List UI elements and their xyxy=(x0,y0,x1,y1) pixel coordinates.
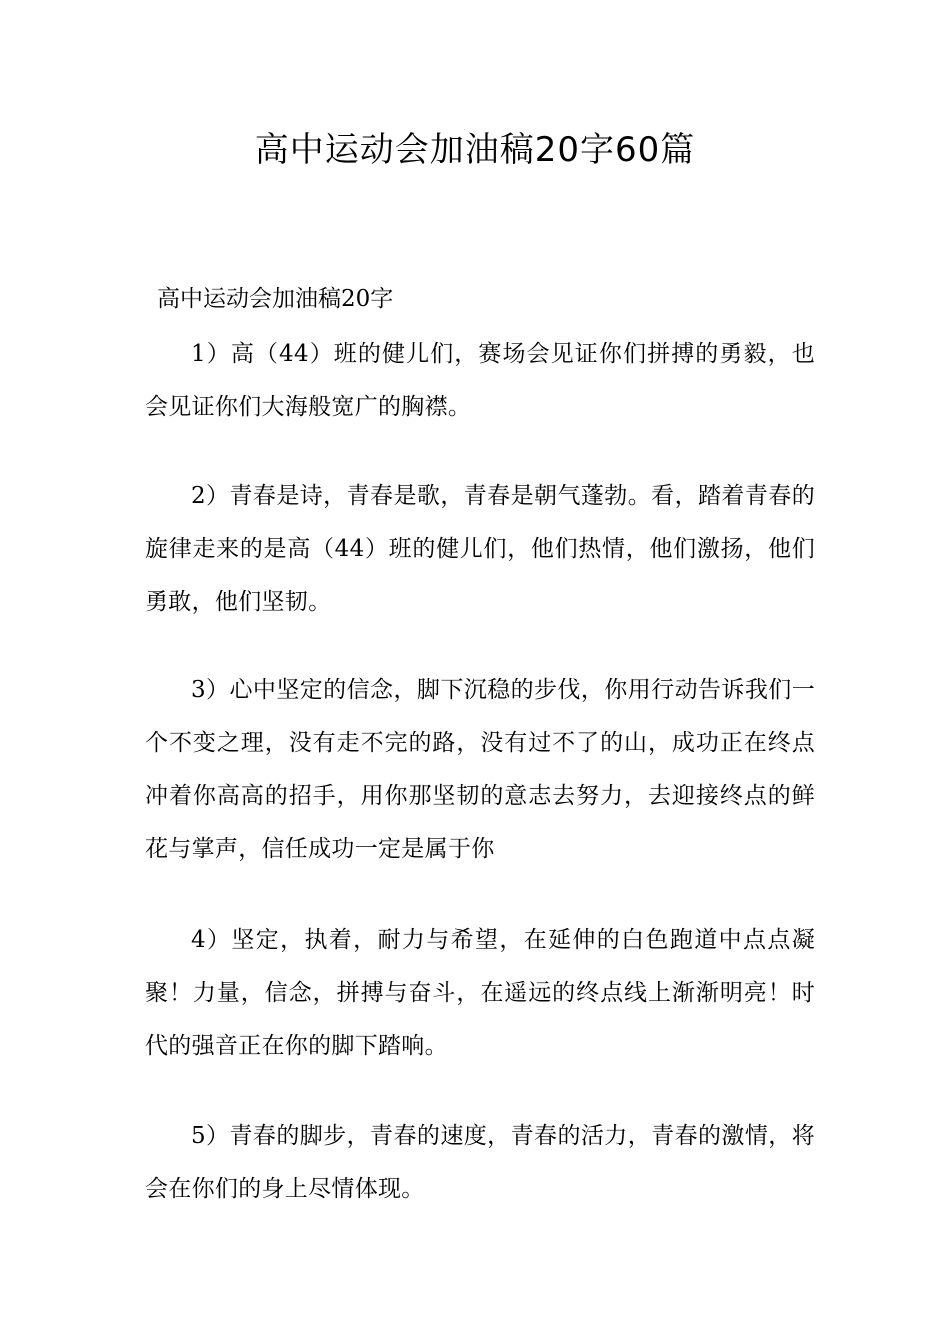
document-title: 高中运动会加油稿20字60篇 xyxy=(254,130,696,170)
paragraph-1: 1）高（44）班的健儿们，赛场会见证你们拼搏的勇毅，也会见证你们大海般宽广的胸襟。 xyxy=(145,341,815,420)
paragraph-3: 3）心中坚定的信念，脚下沉稳的步伐，你用行动告诉我们一个不变之理，没有走不完的路，没有过不了的山，成功正在终点冲着你高高的招手，用你那坚韧的意志去努力，去迎接终点的鲜花与掌声，信任成功一定是属于你 xyxy=(145,677,815,862)
paragraph-5: 5）青春的脚步，青春的速度，青春的活力，青春的激情，将会在你们的身上尽情体现。 xyxy=(145,1123,815,1202)
paragraph-4: 4）坚定，执着，耐力与希望，在延伸的白色跑道中点点凝聚！力量，信念，拼搏与奋斗，在遥远的终点线上渐渐明亮！时代的强音正在你的脚下踏响。 xyxy=(145,927,815,1059)
section-heading: 高中运动会加油稿20字 xyxy=(157,286,394,312)
paragraph-2: 2）青春是诗，青春是歌，青春是朝气蓬勃。看，踏着青春的旋律走来的是高（44）班的健儿们，他们热情，他们激扬，他们勇敢，他们坚韧。 xyxy=(145,483,815,615)
